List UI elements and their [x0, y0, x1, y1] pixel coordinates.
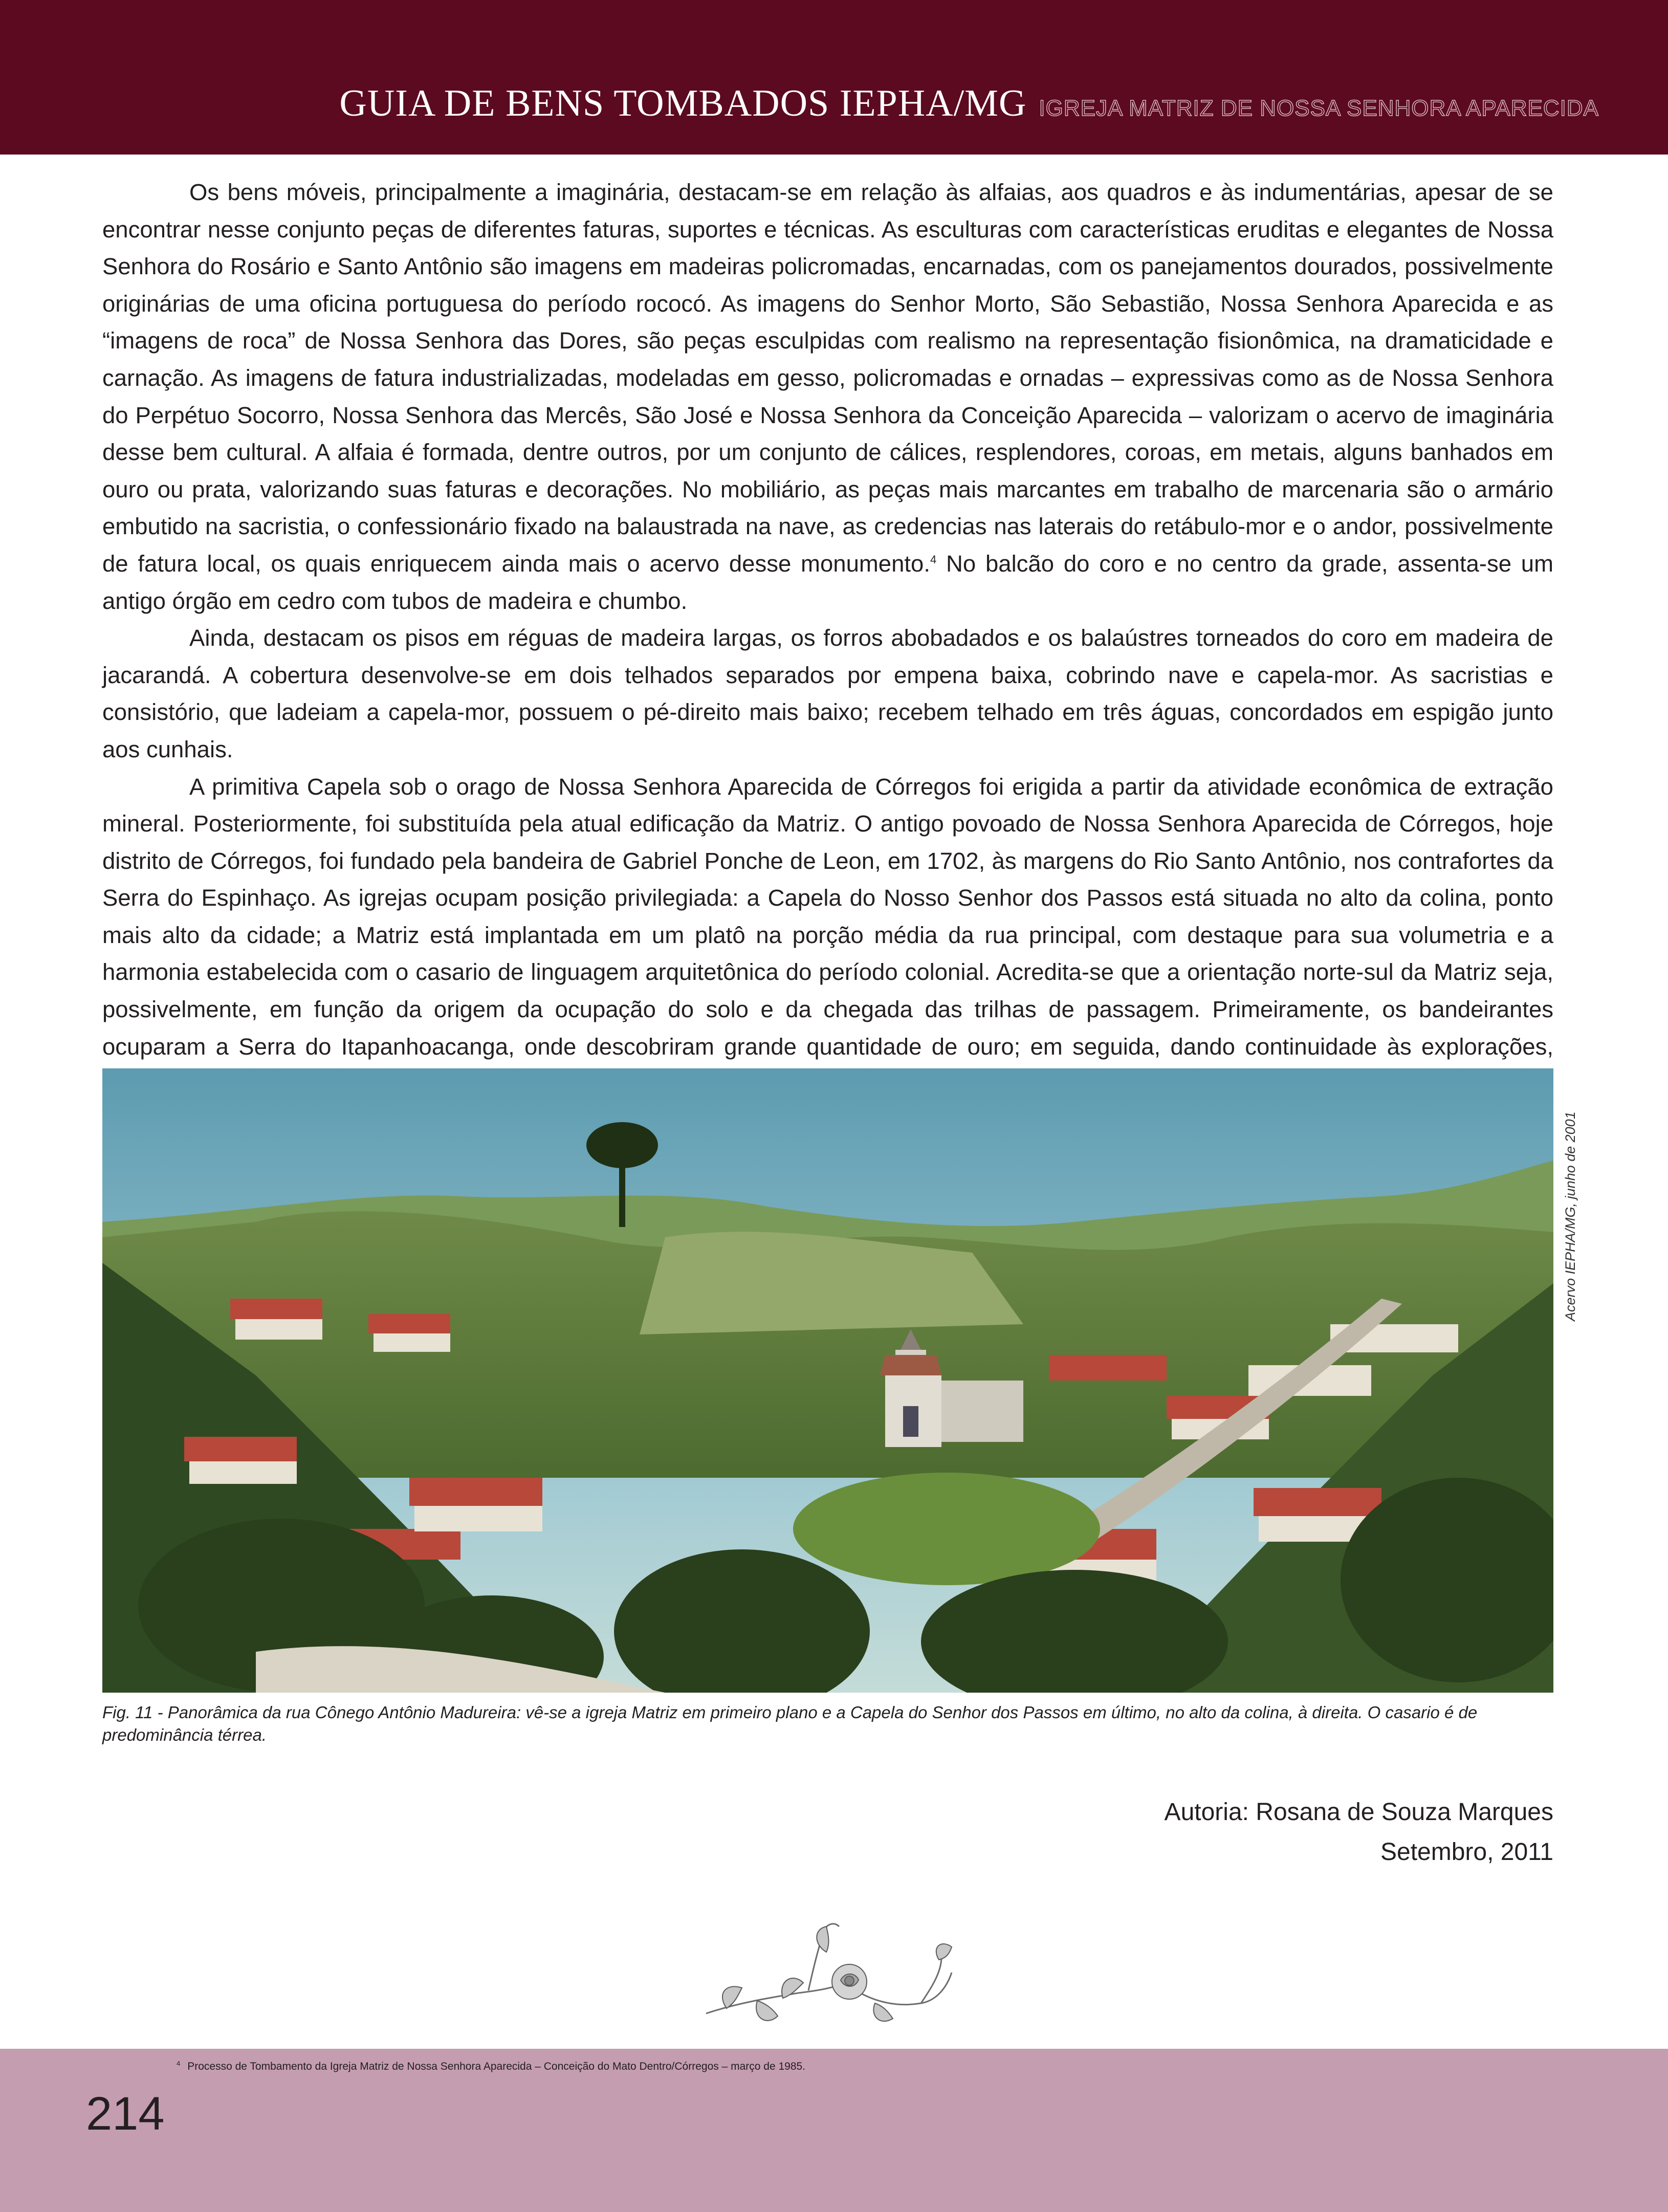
paragraph-3: A primitiva Capela sob o orago de Nossa Senhora Aparecida de Córregos foi erigida a partir da atividade econômica de extração mineral. Posteriormente, foi substituída pela atual edificação da Matriz. O antigo povoado de Nossa Senhora Aparecida de Córregos, hoje distrito de Córregos, foi fundado pela bandeira de Gabriel Ponche de Leon, em 1702, às margens do Rio Santo Antônio, nos contrafortes da Serra do Espinhaço. As igrejas ocupam posição privilegiada: a Capela do Nosso Senhor dos Passos está situada no alto da colina, ponto mais alto da cidade; a Matriz está implantada em um platô na porção média da rua principal, com destaque para sua volumetria e a harmonia estabelecida com o casario de linguagem arquitetônica do período colonial. Acredita-se que a orientação norte-sul da Matriz seja, possivelmente, em função da origem da ocupação do solo e da chegada das trilhas de passagem. Primeiramente, os bandeirantes ocuparam a Serra do Itapanhoacanga, onde descobriram grande quantidade de ouro; em seguida, dando continuidade às explorações, — [102, 773, 1553, 1060]
photo-credit-text: Acervo IEPHA/MG, junho de 2001 — [1563, 1111, 1578, 1321]
figure-caption: Fig. 11 - Panorâmica da rua Cônego Antônio Madureira: vê-se a igreja Matriz em primeiro plano e a Capela do Senhor dos Passos em último, no alto da colina, à direita. O casario é de predominância térrea. — [102, 1703, 1478, 1744]
article-body — [102, 174, 1553, 1140]
page-footer — [0, 2049, 1668, 2212]
author-name: Autoria: Rosana de Souza Marques — [1164, 1799, 1553, 1826]
authorship-block — [1165, 1792, 1553, 1872]
publication-date: Setembro, 2011 — [1380, 1838, 1553, 1866]
paragraph-1 — [102, 174, 1553, 620]
section-subtitle: IGREJA MATRIZ DE NOSSA SENHORA APARECIDA — [1039, 96, 1599, 121]
footnote-number: 4 — [177, 2060, 181, 2067]
footnote — [177, 2060, 805, 2073]
page-number: 214 — [86, 2088, 165, 2140]
panorama-photo — [102, 1068, 1553, 1693]
paragraph-1-text-cont: No balcão do coro e no centro da grade, assenta-se um antigo órgão em cedro com tubos de madeira e chumbo. — [102, 550, 1553, 614]
rose-branch-ornament-icon — [696, 1916, 962, 2036]
page-header — [0, 0, 1668, 155]
photo-credit — [1556, 1065, 1587, 1321]
paragraph-1-text: Os bens móveis, principalmente a imaginária, destacam-se em relação às alfaias, aos quadros e às indumentárias, apesar de se encontrar nesse conjunto peças de diferentes faturas, suportes e técnicas. As esculturas com características eruditas e elegantes de Nossa Senhora do Rosário e Santo Antônio são imagens em madeiras policromadas, encarnadas, com os panejamentos dourados, possivelmente originárias de uma oficina portuguesa do período rococó. As imagens do Senhor Morto, São Sebastião, Nossa Senhora Aparecida e as “imagens de roca” de Nossa Senhora das Dores, são peças esculpidas com realismo na representação fisionômica, na dramaticidade e carnação. As imagens de fatura industrializadas, modeladas em gesso, policromadas e ornadas – expressivas como as de Nossa Senhora do Perpétuo Socorro, Nossa Senhora das Mercês, São José e Nossa Senhora da Conceição Aparecida – valorizam o acervo de imaginária desse bem cultural. A alfaia é formada, dentre outros, por um conjunto de cálices, resplendores, coroas, em metais, alguns banhados em ouro ou prata, valorizando suas faturas e decorações. No mobiliário, as peças mais marcantes em trabalho de marcenaria são o armário embutido na sacristia, o confessionário fixado na balaustrada na nave, as credencias nas laterais do retábulo-mor e o andor, possivelmente de fatura local, os quais enriquecem ainda mais o acervo desse monumento. — [102, 179, 1553, 577]
header-title — [339, 84, 1599, 122]
guide-title: GUIA DE BENS TOMBADOS IEPHA/MG — [339, 82, 1027, 124]
footnote-text: Processo de Tombamento da Igreja Matriz de Nossa Senhora Aparecida – Conceição do Mato Dentro/Córregos – março de 1985. — [187, 2061, 806, 2072]
paragraph-2: Ainda, destacam os pisos em réguas de madeira largas, os forros abobadados e os balaústres torneados do coro em madeira de jacarandá. A cobertura desenvolve-se em dois telhados separados por empena baixa, cobrindo nave e capela-mor. As sacristias e consistório, que ladeiam a capela-mor, possuem o pé-direito mais baixo; recebem telhado em três águas, concordados em espigão junto aos cunhais. — [102, 625, 1553, 762]
footnote-reference: 4 — [930, 553, 937, 566]
